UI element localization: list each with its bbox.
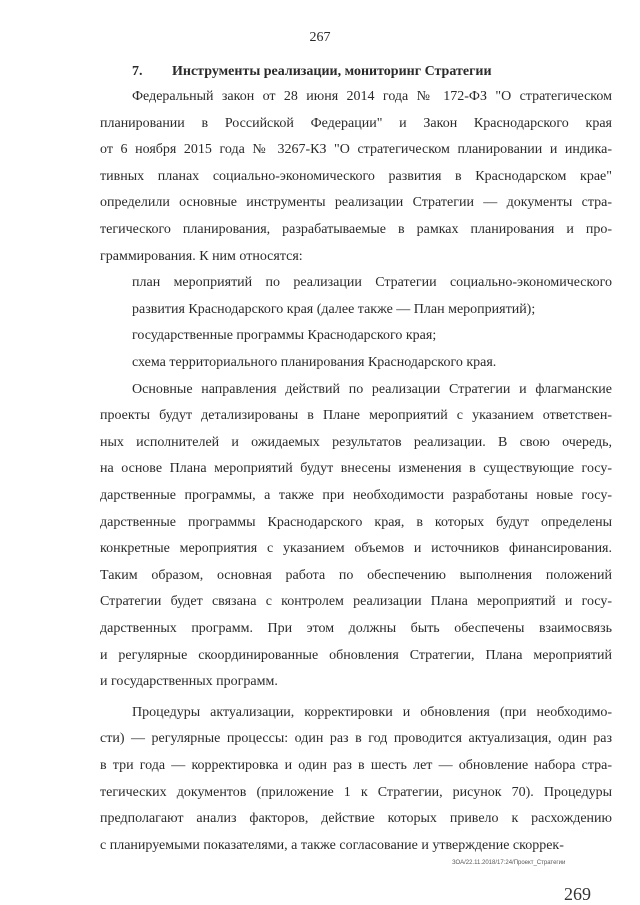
text-line: сти) — регулярные процессы: один раз в год проводится актуализация, один раз: [100, 731, 612, 747]
section-heading: [132, 64, 602, 80]
text-line: дарственные программы Краснодарского края, в которых будут определены: [100, 514, 612, 530]
text-line: Процедуры актуализации, корректировки и обновления (при необходимо-: [132, 704, 612, 720]
text-line: тегических документов (приложение 1 к Стратегии, рисунок 70). Процедуры: [100, 784, 612, 800]
text-line: тегического планирования, разрабатываемые в рамках планирования и про-: [100, 222, 612, 237]
text-line: от 6 ноября 2015 года № 3267-КЗ "О стратегическом планировании и индика-: [100, 142, 612, 158]
text-line: ных исполнителей и ожидаемых результатов реализации. В свою очередь,: [100, 434, 612, 450]
text-line: с планируемыми показателями, а также согласование и утверждение скоррек-: [100, 837, 564, 853]
text-line: Стратегии будет связана с контролем реализации Плана мероприятий и госу-: [100, 594, 612, 610]
text-line: и регулярные скоординированные обновления Стратегии, Плана мероприятий: [100, 647, 612, 663]
text-line: тивных планах социально-экономического развития в Краснодарском крае": [100, 168, 612, 184]
section-title: Инструменты реализации, мониторинг Стратегии: [172, 64, 492, 79]
text-line: Таким образом, основная работа по обеспечению выполнения положений: [100, 567, 612, 583]
text-line: развития Краснодарского края (далее также — План мероприятий);: [132, 301, 536, 317]
section-number: 7.: [132, 64, 143, 79]
text-line: на основе Плана мероприятий будут внесены изменения в существующие госу-: [100, 461, 612, 477]
text-line: планировании в Российской Федерации" и Закон Краснодарского края: [100, 115, 612, 131]
text-line: в три года — корректировка и один раз в шесть лет — обновление набора стра-: [100, 758, 612, 773]
text-line: схема территориального планирования Краснодарского края.: [132, 355, 497, 370]
text-line: определили основные инструменты реализации Стратегии — документы стра-: [100, 195, 612, 211]
text-line: предполагают анализ факторов, действие которых привело к расхождению: [100, 811, 612, 827]
text-line: дарственных программ. При этом должны быть обеспечены взаимосвязь: [100, 621, 612, 636]
text-line: проекты будут детализированы в Плане мероприятий с указанием ответствен-: [100, 408, 612, 424]
text-line: государственные программы Краснодарского края;: [132, 328, 437, 344]
text-line: граммирования. К ним относятся:: [100, 248, 303, 264]
text-line: Основные направления действий по реализации Стратегии и флагманские: [132, 381, 612, 397]
page-number-top: 267: [309, 30, 331, 45]
footer-stamp: ЗОА/22.11.2018/17:24/Проект_Стратегии: [452, 860, 566, 866]
text-line: дарственные программы, а также при необходимости разработаны новые госу-: [100, 488, 612, 503]
text-line: план мероприятий по реализации Стратегии социально-экономического: [132, 275, 612, 291]
page-number-bottom: 269: [564, 884, 591, 904]
text-line: и государственных программ.: [100, 674, 278, 690]
text-line: Федеральный закон от 28 июня 2014 года № 172-ФЗ "О стратегическом: [132, 89, 612, 104]
text-line: конкретные мероприятия с указанием объемов и источников финансирования.: [100, 541, 612, 557]
